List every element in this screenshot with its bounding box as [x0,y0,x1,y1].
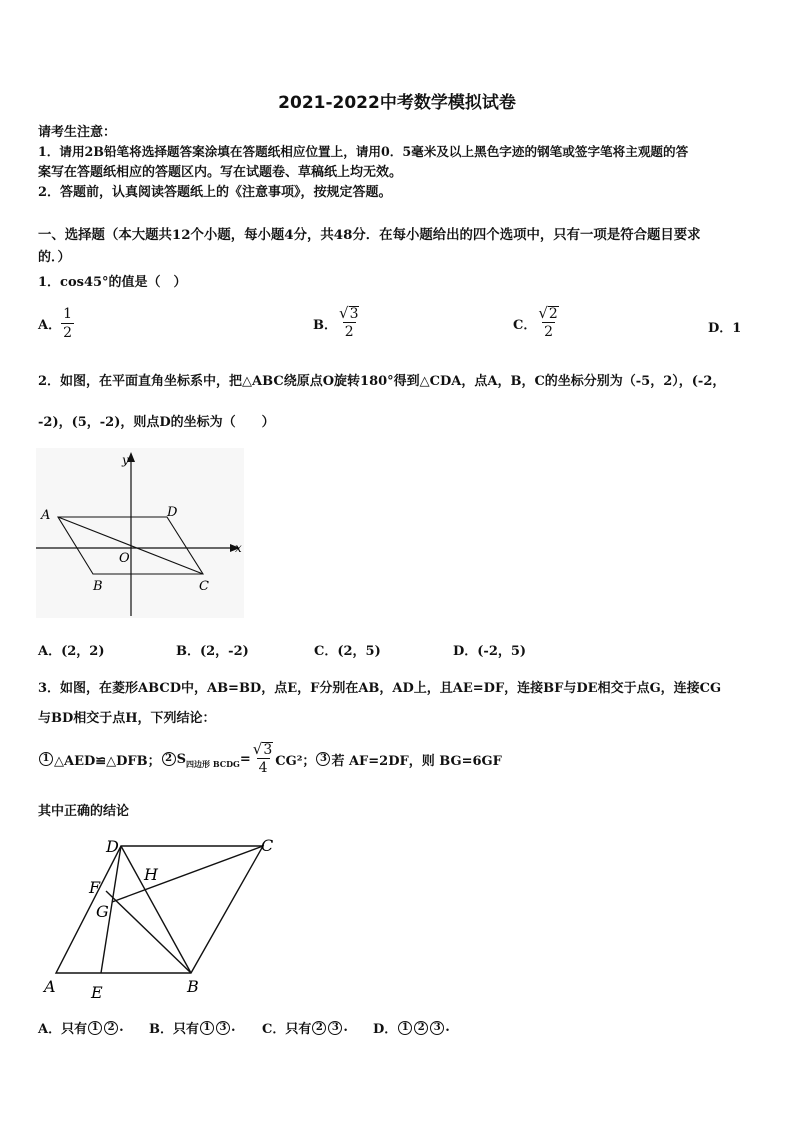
q1-a-denominator: 2 [63,325,73,341]
q3-conclusion-3: 若 AF=2DF，则 BG=6GF [331,753,502,769]
q1-option-d[interactable]: D．1 [708,321,742,336]
q2-label-x: x [235,541,242,555]
q3-line-2: 与BD相交于点H，下列结论： [38,711,216,726]
q2-label-c: C [199,579,209,594]
q2-option-d[interactable]: D．(-2，5) [453,644,527,659]
q1-c-denominator: 2 [544,324,554,340]
q1-b-sqrt [337,306,361,322]
q3-conclusions [38,742,502,776]
q1-option-a[interactable] [38,306,74,341]
q3-label-h: H [144,865,158,884]
rhombus-abcd [56,846,263,973]
q3-c2-sqrt [251,742,275,758]
q3-conclusion-2-tail: CG²； [275,753,316,769]
q3-c2-radicand: 3 [263,742,273,758]
q1-option-b-label: B． [313,317,337,333]
q3-line-1: 3．如图，在菱形ABCD中，AB=BD，点E，F分别在AB，AD上，且AE=DF，连接BF与DE相交于点G，连接CG [38,681,722,696]
q1-b-denominator: 2 [344,324,354,340]
q3-label-c: C [261,836,274,855]
q2-line-1: 2．如图，在平面直角坐标系中，把△ABC绕原点O旋转180°得到△CDA，点A，B，C的坐标分别为（-5，2），(-2， [38,374,726,389]
q3-option-c[interactable] [262,1018,348,1037]
sqrt-icon: √ [339,304,349,322]
q2-option-b[interactable]: B．(2，-2) [176,644,249,659]
q3-option-b-label: B．只有 [149,1022,199,1037]
circled-1-icon: 1 [398,1021,412,1035]
circled-2-icon: 2 [104,1021,118,1035]
q3-option-d[interactable] [373,1018,450,1037]
circled-3-icon: 3 [216,1021,230,1035]
q3-label-d: D [106,837,119,856]
q3-option-b-dot: . [231,1020,236,1035]
q2-option-a[interactable]: A．(2，2) [38,644,105,659]
page-title: 2021-2022中考数学模拟试卷 [278,93,516,113]
circled-2-icon: 2 [414,1021,428,1035]
q3-label-e: E [91,983,103,1002]
q3-conclusion-2-s: S [176,751,187,767]
q3-label-g: G [96,902,109,921]
circled-1-icon: 1 [200,1021,214,1035]
notice-line-1: 1．请用2B铅笔将选择题答案涂填在答题纸相应位置上，请用0．5毫米及以上黑色字迹的钢笔或签字笔将主观题的答 [38,144,689,159]
sqrt-icon: √ [252,740,263,758]
q3-option-c-dot: . [343,1020,348,1035]
circled-1-icon: 1 [39,752,53,766]
q1-b-radicand: 3 [349,306,359,322]
q2-label-o: O [119,551,130,566]
notice-line-3: 2．答题前，认真阅读答题纸上的《注意事项》，按规定答题。 [38,185,392,200]
q1-option-c[interactable] [513,306,561,340]
notice-line-2: 案写在答题纸相应的答题区内。写在试题卷、草稿纸上均无效。 [38,165,403,180]
q2-label-a: A [41,508,51,523]
circled-3-icon: 3 [316,752,330,766]
q2-line-2: -2)，(5，-2)，则点D的坐标为（ ） [38,415,275,430]
q2-option-c[interactable]: C．(2，5) [314,644,381,659]
q3-prompt: 其中正确的结论 [38,804,130,819]
q3-label-b: B [187,977,199,996]
q1-option-a-label: A． [38,318,62,333]
q1-option-b-fraction [337,306,361,340]
q3-label-f: F [89,878,101,897]
circled-3-icon: 3 [430,1021,444,1035]
q3-conclusion-2-subscript: 四边形 BCDG [186,758,240,769]
notice-heading: 请考生注意： [38,125,117,140]
q3-option-a[interactable] [38,1018,124,1037]
q2-label-d: D [167,505,178,520]
q3-option-a-label: A．只有 [38,1022,88,1037]
q3-option-d-label: D． [373,1022,398,1037]
q3-option-d-dot: . [445,1020,450,1035]
q1-option-c-label: C． [513,317,537,333]
q2-figure [36,448,244,618]
q2-label-y: y [122,453,129,467]
q1-c-radicand: 2 [548,306,558,322]
q3-label-a: A [44,977,56,996]
circled-2-icon: 2 [312,1021,326,1035]
q3-option-b[interactable] [149,1018,236,1037]
circled-2-icon: 2 [162,752,176,766]
q1-stem: 1．cos45°的值是（ ） [38,275,187,290]
q1-option-a-fraction [61,306,74,341]
section-heading-2: 的．） [38,250,71,265]
q3-conclusion-2-fraction [251,742,275,776]
q1-option-b[interactable] [313,306,361,340]
q1-c-sqrt [536,306,560,322]
segment-gc [112,846,263,902]
q3-conclusion-1: △AED≌△DFB； [54,753,161,769]
q1-a-numerator: 1 [63,306,73,322]
circled-1-icon: 1 [88,1021,102,1035]
sqrt-icon: √ [538,304,548,322]
q3-option-c-label: C．只有 [262,1022,312,1037]
segment-fb [106,891,191,973]
q3-conclusion-2-equals: = [239,751,251,767]
q3-figure [36,832,286,1004]
q1-option-c-fraction [536,306,560,340]
q3-option-a-dot: . [119,1020,124,1035]
circled-3-icon: 3 [328,1021,342,1035]
section-heading-1: 一、选择题（本大题共12个小题，每小题4分，共48分．在每小题给出的四个选项中，只有一项是符合题目要求 [38,227,701,243]
q2-label-b: B [93,579,103,594]
q3-c2-denominator: 4 [258,760,268,776]
